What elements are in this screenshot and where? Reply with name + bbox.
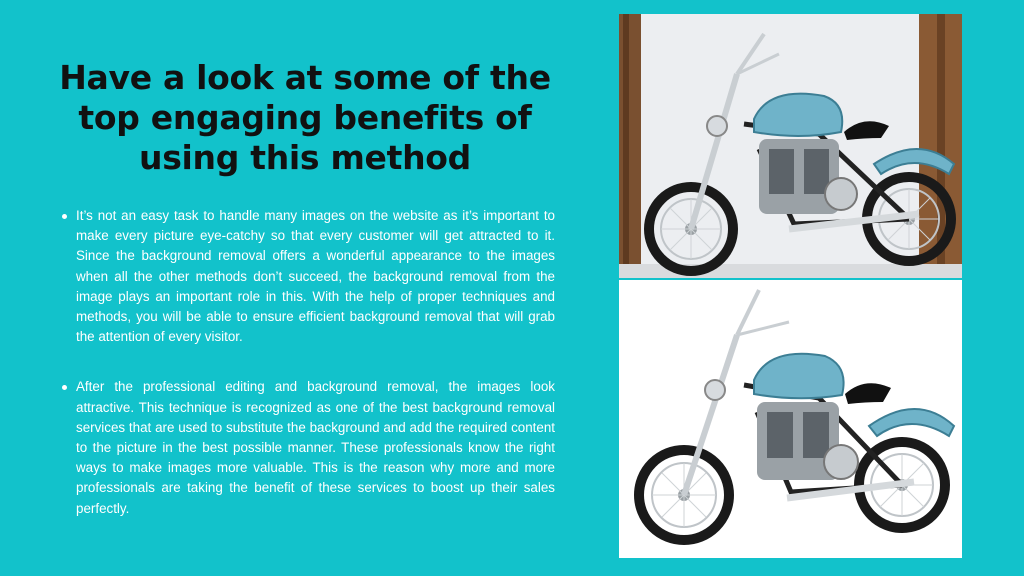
bullet-icon [62, 214, 67, 219]
motorcycle-icon [619, 14, 962, 278]
list-item [60, 377, 555, 518]
title-line-2: top engaging benefits of [78, 98, 532, 137]
page-title [40, 58, 570, 178]
list-item-text: After the professional editing and background removal, the images look attractive. This technique is recognized as one of the best background removal services that are used to substitute the background and add the required content to the picture in the best possible manner. These professionals know the right ways to make images more valuable. This is the reason why more and more professionals are taking the benefit of these services to boost up their sales perfectly. [76, 379, 555, 516]
motorcycle-after-image [619, 280, 962, 558]
motorcycle-before-image [619, 14, 962, 278]
motorcycle-icon [619, 280, 962, 558]
list-item-text: It’s not an easy task to handle many images on the website as it’s important to make every picture eye-catchy so that every customer will get attracted to it. Since the background removal offers a wonderful appearance to the images when all the other methods don’t succeed, the background removal from the image plays an important role in this. With the help of proper techniques and methods, you will be able to ensure efficient background removal that will grab the attention of every visitor. [76, 208, 555, 345]
benefits-list [60, 206, 555, 519]
title-line-1: Have a look at some of the [59, 58, 551, 97]
list-item [60, 206, 555, 347]
bullet-icon [62, 385, 67, 390]
title-line-3: using this method [139, 138, 471, 177]
